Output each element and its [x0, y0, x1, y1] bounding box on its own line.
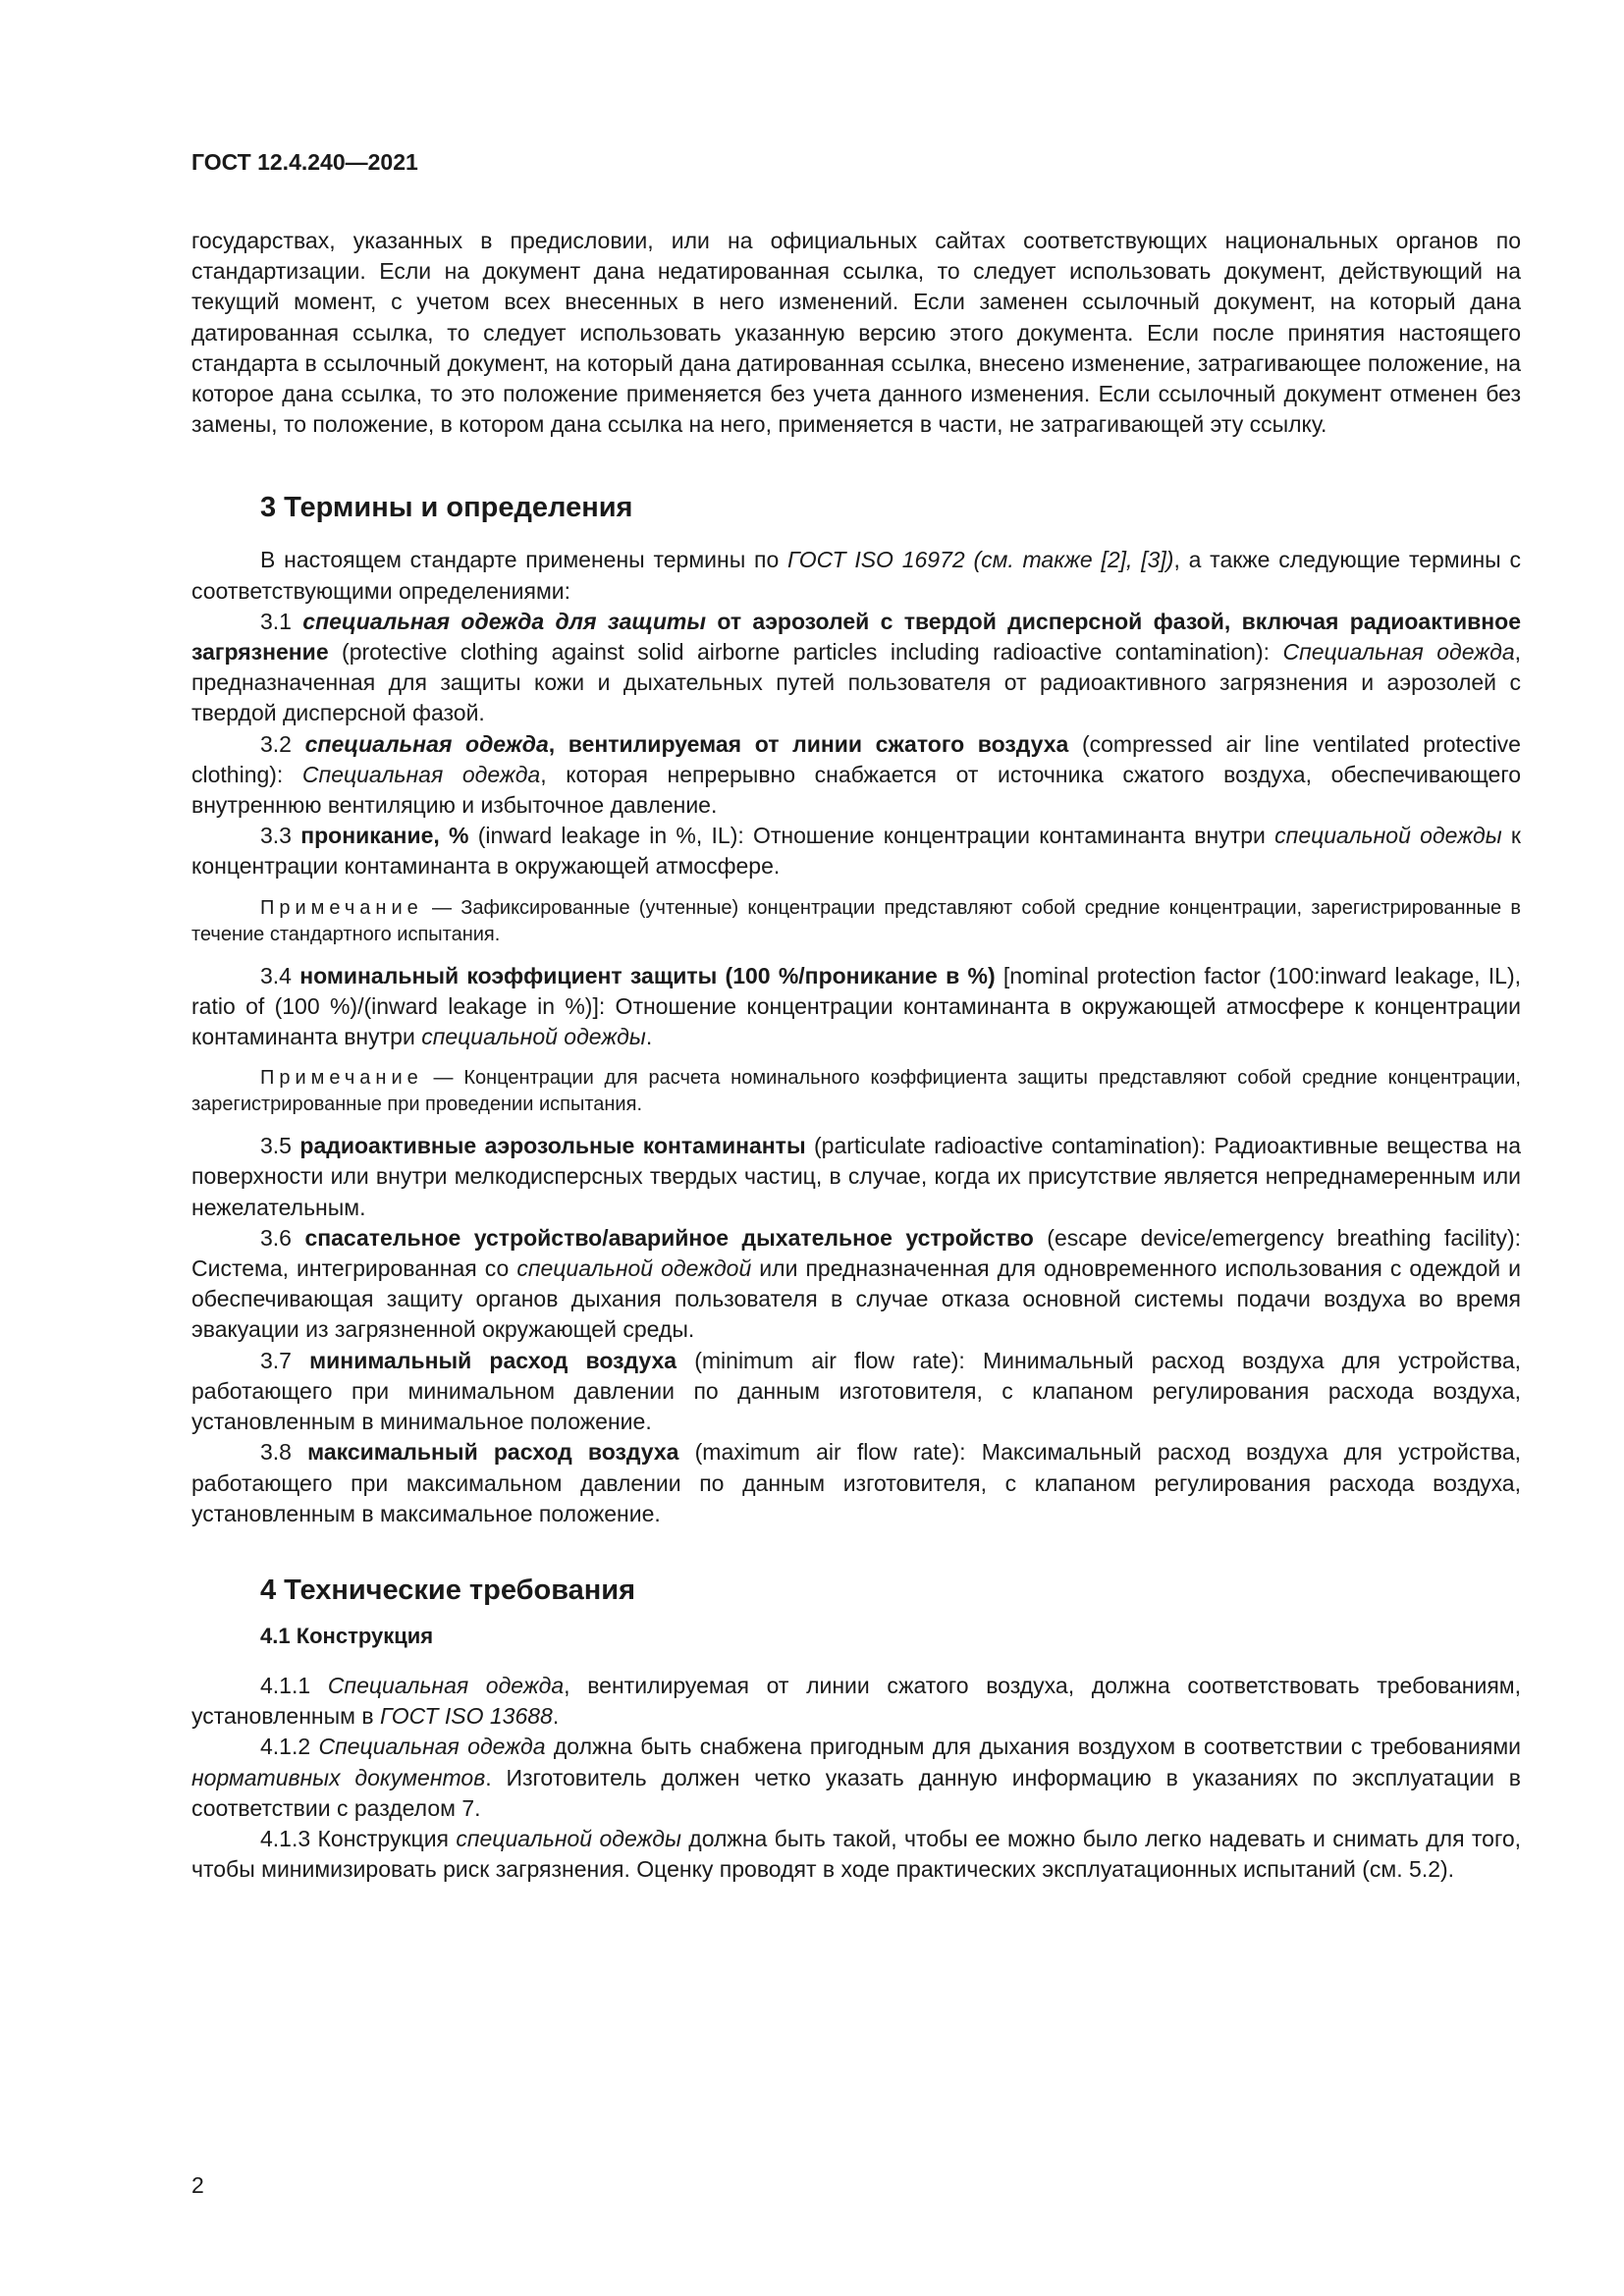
- note-2: Примечание — Концентрации для расчета номинального коэффициента защиты представляют собой средние концентрации, зарегистрированные при проведении испытания.: [191, 1067, 1521, 1116]
- term-3-3: 3.3 проникание, % (inward leakage in %, IL): Отношение концентрации контаминанта внутри специальной одежды к концентрации контаминанта в окружающей атмосфере.: [191, 823, 1521, 880]
- page-header: ГОСТ 12.4.240—2021: [191, 149, 418, 175]
- clause-4-1-2: 4.1.2 Специальная одежда должна быть снабжена пригодным для дыхания воздухом в соответствии с требованиями нормативных документов. Изготовитель должен четко указать данную информацию в указаниях по эксплуатации в соответствии с разделом 7.: [191, 1734, 1522, 1821]
- section-3-heading: 3 Термины и определения: [260, 492, 633, 524]
- term-3-1: 3.1 специальная одежда для защиты от аэрозолей с твердой дисперсной фазой, включая радиоактивное загрязнение (protective clothing against solid airborne particles including radioactive contamination): Специальная одежда, предназначенная для защиты кожи и дыхательных путей пользователя от радиоактивного загрязнения и аэрозолей с твердой дисперсной фазой.: [191, 608, 1522, 726]
- note-1: Примечание — Зафиксированные (учтенные) концентрации представляют собой средние концентрации, зарегистрированные в течение стандартного испытания.: [191, 896, 1521, 945]
- page-number: 2: [191, 2172, 204, 2198]
- term-3-7: 3.7 минимальный расход воздуха (minimum air flow rate): Минимальный расход воздуха для устройства, работающего при минимальном давлении по данным изготовителя, с клапаном регулирования расхода воздуха, установленным в минимальное положение.: [191, 1347, 1522, 1435]
- subsection-4-1-heading: 4.1 Конструкция: [260, 1623, 434, 1648]
- section-4-heading: 4 Технические требования: [260, 1574, 636, 1606]
- clause-4-1-3: 4.1.3 Конструкция специальной одежды должна быть такой, чтобы ее можно было легко надевать и снимать для того, чтобы минимизировать риск загрязнения. Оценку проводят в ходе практических эксплуатационных испытаний (см. 5.2).: [191, 1825, 1522, 1883]
- clause-4-1-1: 4.1.1 Специальная одежда, вентилируемая от линии сжатого воздуха, должна соответствовать требованиям, установленным в ГОСТ ISO 13688.: [191, 1672, 1522, 1730]
- section-3-intro: В настоящем стандарте применены термины по ГОСТ ISO 16972 (см. также [2], [3]), а также следующие термины с соответствующими определениями:: [191, 547, 1521, 604]
- page-content: [191, 226, 1521, 1885]
- intro-paragraph: государствах, указанных в предисловии, или на официальных сайтах соответствующих национальных органов по стандартизации. Если на документ дана недатированная ссылка, то следует использовать документ, действующий на текущий момент, с учетом всех внесенных в него изменений. Если заменен ссылочный документ, на который дана датированная ссылка, то следует использовать указанную версию этого документа. Если после принятия настоящего стандарта в ссылочный документ, на который дана датированная ссылка, внесено изменение, затрагивающее положение, на которое дана ссылка, то это положение применяется без учета данного изменения. Если ссылочный документ отменен без замены, то положение, в котором дана ссылка на него, применяется в части, не затрагивающей эту ссылку.: [191, 228, 1521, 438]
- term-3-6: 3.6 спасательное устройство/аварийное дыхательное устройство (escape device/emergency breathing facility): Система, интегрированная со специальной одеждой или предназначенная для одновременного использования с одеждой и обеспечивающая защиту органов дыхания пользователя в случае отказа основной системы подачи воздуха во время эвакуации из загрязненной окружающей среды.: [191, 1224, 1521, 1343]
- term-3-2: 3.2 специальная одежда, вентилируемая от линии сжатого воздуха (compressed air line ventilated protective clothing): Специальная одежда, которая непрерывно снабжается от источника сжатого воздуха, обеспечивающего внутреннюю вентиляцию и избыточное давление.: [191, 730, 1522, 819]
- term-3-5: 3.5 радиоактивные аэрозольные контаминанты (particulate radioactive contamination): Радиоактивные вещества на поверхности или внутри мелкодисперсных твердых частиц, в случае, когда их присутствие является непреднамеренным или нежелательным.: [191, 1133, 1522, 1220]
- term-3-8: 3.8 максимальный расход воздуха (maximum air flow rate): Максимальный расход воздуха для устройства, работающего при максимальном давлении по данным изготовителя, с клапаном регулирования расхода воздуха, установленным в максимальное положение.: [191, 1439, 1521, 1526]
- term-3-4: 3.4 номинальный коэффициент защиты (100 %/проникание в %) [nominal protection factor (100:inward leakage, IL), ratio of (100 %)/(inward leakage in %)]: Отношение концентрации контаминанта в окружающей атмосфере к концентрации контаминанта внутри специальной одежды.: [191, 962, 1521, 1050]
